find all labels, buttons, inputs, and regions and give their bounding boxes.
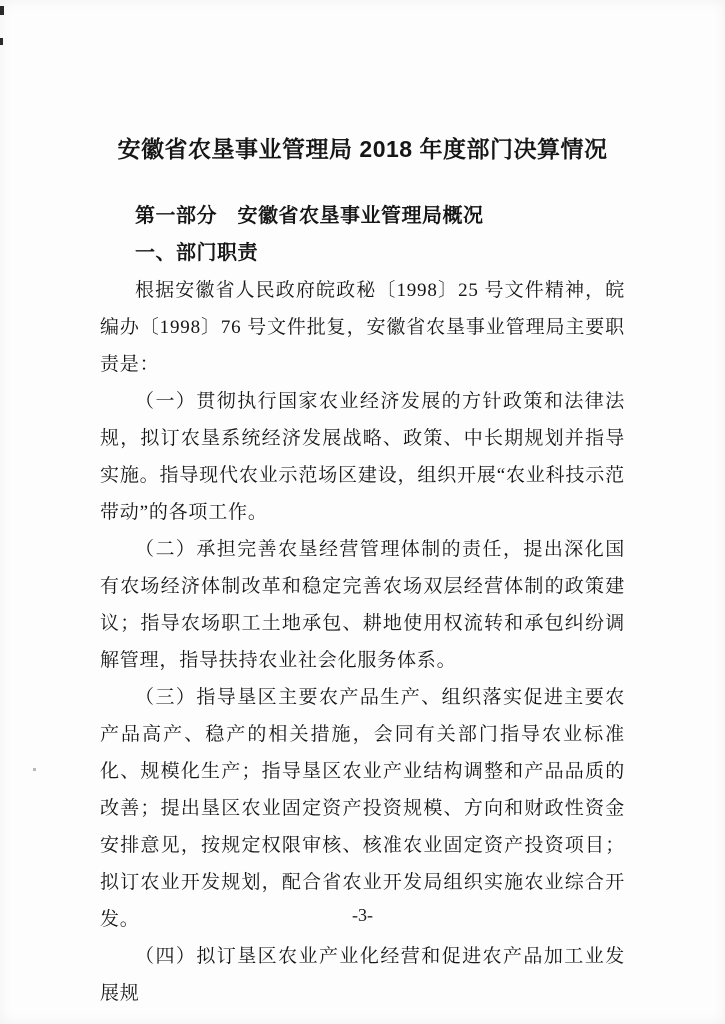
paragraph-duty-4: （四）拟订垦区农业产业化经营和促进农产品加工业发展规: [100, 946, 625, 1004]
section-heading: 第一部分 安徽省农垦事业管理局概况: [135, 205, 484, 227]
scan-artifact: [0, 38, 3, 45]
subsection-heading: 一、部门职责: [135, 242, 258, 264]
paragraph-duty-2: （二）承担完善农垦经营管理体制的责任，提出深化国有农场经济体制改革和稳定完善农场双层经营体制的政策建议；指导农场职工土地承包、耕地使用权流转和承包纠纷调解管理，指导扶持农业社会化服务体系。: [100, 539, 625, 671]
scan-artifact: [0, 6, 4, 15]
document-body: [100, 131, 625, 1012]
paragraph-duty-1: （一）贯彻执行国家农业经济发展的方针政策和法律法规，拟订农垦系统经济发展战略、政策、中长期规划并指导实施。指导现代农业示范场区建设，组织开展“农业科技示范带动”的各项工作。: [100, 391, 625, 523]
paragraph-intro: 根据安徽省人民政府皖政秘〔1998〕25 号文件精神，皖编办〔1998〕76 号文件批复，安徽省农垦事业管理局主要职责是：: [100, 280, 625, 375]
page-title: 安徽省农垦事业管理局 2018 年度部门决算情况: [117, 136, 608, 162]
scan-artifact: [33, 768, 36, 771]
page-number: -3-: [352, 905, 373, 925]
paragraph-duty-3: （三）指导垦区主要农产品生产、组织落实促进主要农产品高产、稳产的相关措施，会同有关部门指导农业标准化、规模化生产；指导垦区农业产业结构调整和产品品质的改善；提出垦区农业固定资产投资规模、方向和财政性资金安排意见，按规定权限审核、核准农业固定资产投资项目；拟订农业开发规划，配合省农业开发局组织实施农业综合开发。: [100, 687, 625, 930]
